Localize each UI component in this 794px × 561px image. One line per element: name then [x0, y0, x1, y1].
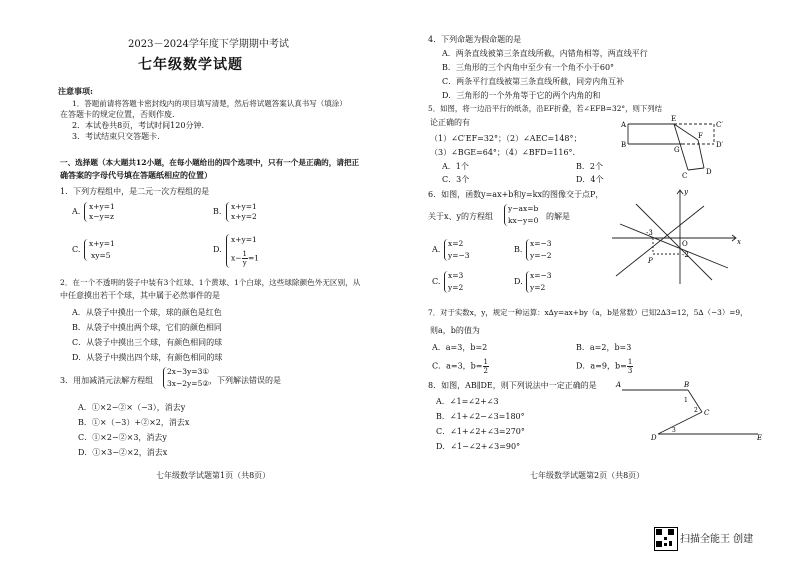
q4-option-d: D．三角形的一个外角等于它的两个内角的和 — [442, 91, 601, 100]
q6-label-minus-2: -2 — [682, 251, 689, 259]
q6-stem: 6．如图，函数y=ax+b和y=kx的图像交于点P， — [428, 190, 604, 199]
q1-c-brace — [84, 239, 88, 261]
q6-option-d-label: D. — [514, 277, 523, 286]
q4-stem: 4．下列命题为假命题的是 — [428, 35, 522, 44]
q6-label-p: P — [648, 257, 653, 265]
q6-stem-end: 的解是 — [546, 212, 570, 221]
q3-stem: 3．用加减消元法解方程组 — [60, 376, 154, 385]
q6-option-d-eq2: y=2 — [530, 283, 546, 292]
qr-code-icon — [654, 527, 678, 551]
section-1-heading: 一、选择题（本大题共12小题，在每小题给出的四个选项中，只有一个是正确的，请把正 — [60, 158, 360, 167]
q4-option-c: C．两条平行直线被第三条直线所截，同旁内角互补 — [442, 77, 625, 86]
q6-eq2: kx−y=0 — [508, 216, 539, 225]
q6-option-a-label: A. — [432, 245, 441, 254]
q5-label-a: A — [621, 121, 627, 129]
q2-stem-cont: 中任意摸出若干个球，其中属于必然事件的是 — [60, 291, 220, 300]
q5-label-c-prime: C′ — [716, 121, 723, 129]
q6-third-line — [620, 224, 728, 268]
q6-stem-cont: 关于x、y的方程组 — [428, 212, 494, 221]
q7-stem: 7．对于实数x，y，规定一种运算：x∆y=ax+by（a，b是常数）已知2∆3=12，5∆（−3）=9， — [428, 308, 748, 317]
q6-option-a-eq1: x=2 — [448, 239, 464, 248]
q3-option-b: B．①×（−3）+②×2，消去x — [78, 418, 190, 427]
q8-label-a: A — [616, 381, 622, 389]
q6-option-b-eq1: x=−3 — [530, 239, 552, 248]
q8-label-e: E — [757, 434, 763, 442]
q5-option-d: D．4个 — [576, 175, 604, 184]
q3-eq2: 3x−2y=5② — [167, 379, 210, 388]
q5-label-d: D — [706, 168, 712, 176]
q5-folded-edge-cd — [688, 168, 704, 170]
q6-label-minus-3: -3 — [646, 229, 653, 237]
q1-option-b-eq2: x+y=2 — [231, 212, 257, 221]
q8-angle-1: 1 — [684, 397, 688, 404]
q8-angle-3: 3 — [672, 427, 676, 434]
q7-stem-cont: 则a，b的值为 — [430, 326, 480, 335]
q6-option-d-eq1: x=−3 — [530, 271, 552, 280]
exam-year-header: 2023－2024学年度下学期期中考试 — [128, 39, 289, 50]
q1-stem: 1．下列方程组中，是二元一次方程组的是 — [60, 187, 210, 196]
q2-option-a: A．从袋子中摸出一个球，球的颜色是红色 — [72, 308, 222, 317]
q5-label-g: G — [674, 146, 680, 154]
notice-title: 注意事项: — [58, 86, 93, 96]
q8-parallel-lines-figure — [614, 378, 766, 444]
exam-title: 七年级数学试题 — [138, 57, 243, 73]
q5-label-e: E — [671, 115, 677, 123]
q1-option-a-eq1: x+y=1 — [89, 202, 115, 211]
q6-option-c-eq2: y=2 — [448, 283, 464, 292]
q6-label-o: O — [682, 240, 688, 248]
q5-fold-line-ef — [674, 124, 698, 140]
q5-label-c: C — [682, 172, 688, 180]
q1-option-b-eq1: x+y=1 — [231, 202, 257, 211]
q1-option-c-eq1: x+y=1 — [89, 239, 115, 248]
q7-option-a: A．a=3，b=2 — [432, 343, 488, 352]
q5-option-c: C．3个 — [442, 175, 470, 184]
q8-label-d: D — [651, 434, 657, 442]
section-1-heading-cont: 确答案的字母代号填在答题纸相应的位置） — [60, 170, 212, 180]
q7-option-d: D．a=9，b= $\frac{1}{3}$ — [576, 358, 633, 375]
q8-option-c: C．∠1+∠2+∠3=270° — [436, 427, 525, 436]
q8-label-c: C — [704, 409, 710, 417]
q6-option-b-eq2: y=−2 — [530, 251, 552, 260]
q4-option-a: A．两条直线被第三条直线所截，内错角相等，两直线平行 — [442, 49, 648, 58]
q1-option-c-label: C. — [72, 245, 81, 254]
q5-conclusions-2: （3）∠BGE=64°；（4）∠BFD=116°. — [430, 148, 576, 157]
q5-label-b: B — [621, 141, 627, 149]
q6-option-a-eq2: y=−3 — [448, 251, 470, 260]
q5-folded-strip-figure — [620, 112, 730, 180]
page-2-footer: 七年级数学试题第2页（共8页） — [530, 471, 645, 480]
q6-label-x: x — [737, 238, 741, 246]
q1-b-brace — [226, 202, 230, 222]
q5-stem: 5．如图，将一边沿平行的纸条，沿EF折叠，若∠EFB=32°，则下列结 — [428, 104, 663, 113]
q5-option-b: B．2个 — [576, 162, 603, 171]
q1-option-c-eq2: xy=5 — [91, 251, 111, 260]
notice-1b: 在答题卡的规定位置，否则作废. — [60, 110, 175, 119]
q3-option-c: C．①×2−②×3，消去y — [78, 433, 167, 442]
q2-option-d: D．从袋子中摸出四个球，有颜色相同的球 — [72, 353, 223, 362]
q7-option-b: B．a=2，b=3 — [576, 343, 632, 352]
notice-3: 3．考试结束只交答题卡. — [72, 132, 160, 141]
q1-option-d-eq2: x− $\frac{1}{y}$ =1 — [231, 250, 260, 267]
q3-eq1: 2x−3y=3① — [167, 367, 210, 376]
q6-line-y-ax-b — [616, 206, 704, 276]
notice-2: 2．本试卷共8页，考试时间120分钟. — [72, 121, 204, 130]
q8-option-a: A．∠1=∠2+∠3 — [436, 397, 499, 406]
q8-angle-2: 2 — [694, 407, 698, 414]
q8-label-b: B — [684, 381, 690, 389]
q7-option-c: C．a=3，b= $\frac{1}{2}$ — [432, 358, 488, 375]
q1-option-b-label: B. — [213, 207, 222, 216]
q3-option-a: A．①×2−②×（−3），消去y — [78, 403, 186, 412]
q6-line-y-kx — [636, 204, 712, 280]
q6-option-c-label: C. — [432, 277, 441, 286]
q8-option-b: B．∠1+∠2−∠3=180° — [436, 412, 525, 421]
q5-label-f: F — [698, 132, 703, 140]
exam-page-2 — [400, 0, 794, 561]
q3-option-d: D．①×3−②×2，消去x — [78, 448, 168, 457]
q6-option-b-label: B. — [514, 245, 523, 254]
q1-option-a-label: A. — [72, 207, 81, 216]
q1-d-brace — [226, 234, 230, 268]
q4-option-b: B．三角形的三个内角中至少有一个角不小于60° — [442, 63, 615, 72]
q6-label-y: y — [684, 188, 688, 196]
q1-option-a-eq2: x−y=z — [89, 212, 114, 221]
q2-option-c: C．从袋子中摸出三个球，有颜色相同的球 — [72, 338, 223, 347]
q2-stem: 2．在一个不透明的袋子中装有3个红球、1个黄球、1个白球，这些球除颜色外无区别，从 — [60, 278, 361, 287]
page-1-footer: 七年级数学试题第1页（共8页） — [156, 471, 271, 480]
q3-stem-cont: ，下列解法错误的是 — [209, 376, 281, 385]
q5-label-d-prime: D′ — [716, 141, 724, 149]
q5-conclusions-1: （1）∠C′EF=32°；（2）∠AEC=148°； — [430, 134, 582, 143]
q2-option-b: B．从袋子中摸出两个球，它们的颜色相同 — [72, 323, 222, 332]
q8-stem: 8．如图，AB∥DE，则下列说法中一定正确的是 — [428, 381, 597, 390]
q1-option-d-eq1: x+y=1 — [231, 235, 257, 244]
q8-option-d: D．∠1−∠2+∠3=90° — [436, 442, 521, 451]
q6-function-graph-figure — [608, 184, 744, 288]
q5-option-a: A．1个 — [442, 162, 469, 171]
notice-1a: 1．答题前请将答题卡密封线内的项目填写清楚，然后将试题答案认真书写（填涂） — [72, 99, 347, 108]
q6-option-c-eq1: x=3 — [448, 271, 464, 280]
q8-segment-cd — [658, 412, 702, 434]
q1-a-brace — [84, 202, 88, 222]
q5-stem-cont: 论正确的有 — [430, 118, 470, 127]
q6-eq1: y−ax=b — [508, 204, 539, 213]
scanner-watermark: 扫描全能王 创建 — [680, 534, 754, 545]
q1-option-d-label: D. — [213, 245, 222, 254]
